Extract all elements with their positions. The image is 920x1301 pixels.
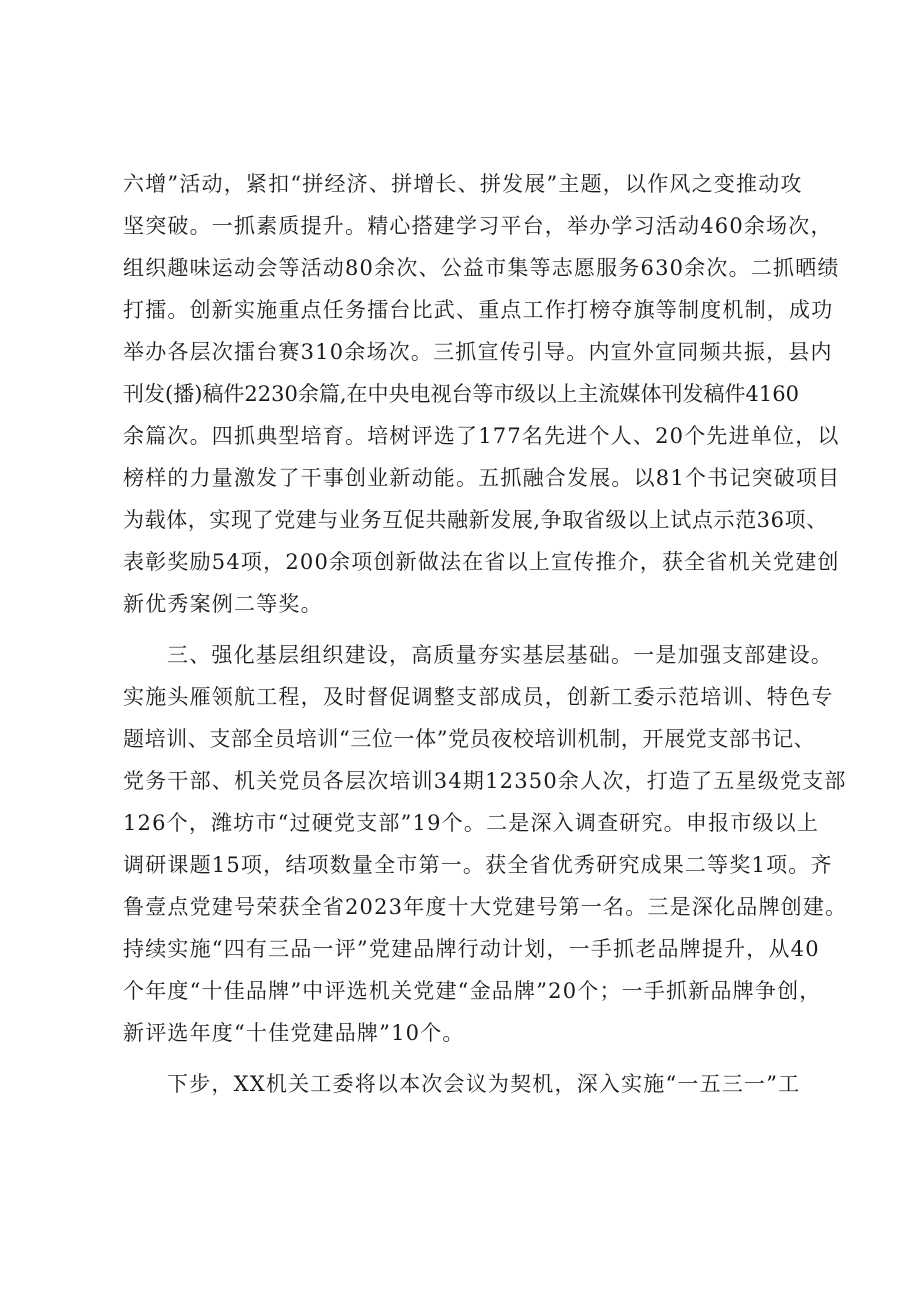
paragraph-start-line: 下步，XX机关工委将以本次会议为契机，深入实施“一五三一”工 [167, 1072, 801, 1096]
text-line: 举办各层次擂台赛310余场次。三抓宣传引导。内宣外宣同频共振，县内 [123, 340, 833, 364]
text-line: 新评选年度“十佳党建品牌”10个。 [123, 1021, 465, 1045]
text-line: 持续实施“四有三品一评”党建品牌行动计划，一手抓老品牌提升，从40 [123, 937, 820, 961]
text-line: 余篇次。四抓典型培育。培树评选了177名先进个人、20个先进单位，以 [123, 424, 840, 448]
text-line: 新优秀案例二等奖。 [123, 592, 323, 616]
text-line: 坚突破。一抓素质提升。精心搭建学习平台，举办学习活动460余场次， [123, 214, 833, 238]
text-line: 题培训、支部全员培训“三位一体”党员夜校培训机制，开展党支部书记、 [123, 727, 816, 751]
text-line: 调研课题15项，结项数量全市第一。获全省优秀研究成果二等奖1项。齐 [123, 853, 833, 877]
text-line: 126个，潍坊市“过硬党支部”19个。二是深入调查研究。申报市级以上 [123, 811, 820, 835]
text-line: 鲁壹点党建号荣获全省2023年度十大党建号第一名。三是深化品牌创建。 [123, 895, 848, 919]
text-line: 榜样的力量激发了干事创业新动能。五抓融合发展。以81个书记突破项目 [123, 466, 841, 490]
text-line: 为载体，实现了党建与业务互促共融新发展,争取省级以上试点示范36项、 [123, 508, 828, 532]
text-line: 个年度“十佳品牌”中评选机关党建“金品牌”20个；一手抓新品牌争创， [123, 979, 822, 1003]
text-line: 组织趣味运动会等活动80余次、公益市集等志愿服务630余次。二抓晒绩 [123, 256, 840, 280]
text-line: 六增”活动，紧扣“拼经济、拼增长、拼发展”主题，以作风之变推动攻 [123, 172, 803, 196]
text-line: 表彰奖励54项，200余项创新做法在省以上宣传推介，获全省机关党建创 [123, 550, 840, 574]
text-line: 党务干部、机关党员各层次培训34期12350余人次，打造了五星级党支部 [123, 769, 847, 793]
text-line: 打擂。创新实施重点任务擂台比武、重点工作打榜夺旗等制度机制，成功 [123, 298, 834, 322]
text-line: 刊发(播)稿件2230余篇,在中央电视台等市级以上主流媒体刊发稿件4160 [123, 382, 799, 406]
section-heading-line: 三、强化基层组织建设，高质量夯实基层基础。一是加强支部建设。 [167, 643, 833, 667]
text-line: 实施头雁领航工程，及时督促调整支部成员，创新工委示范培训、特色专 [123, 685, 834, 709]
